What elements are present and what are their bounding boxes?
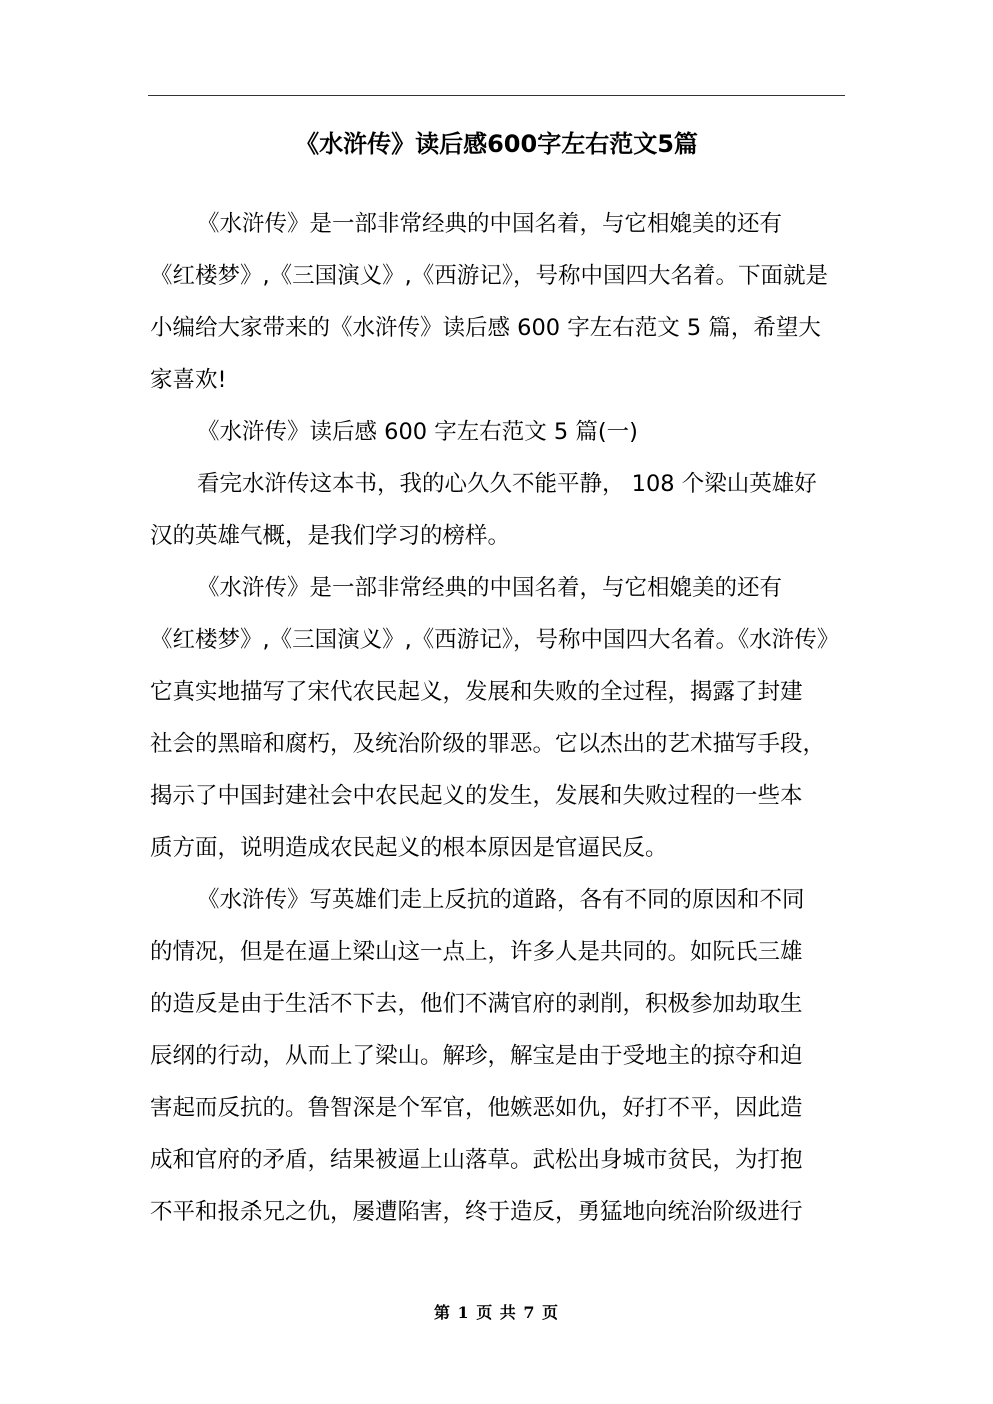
paragraph-line: 的情况，但是在逼上梁山这一点上，许多人是共同的。如阮氏三雄 (150, 939, 803, 965)
paragraph-line: 《红楼梦》,《三国演义》,《西游记》，号称中国四大名着。《水浒传》 (150, 627, 840, 653)
document-body (150, 198, 847, 1238)
paragraph-line: 的造反是由于生活不下去，他们不满官府的剥削，积极参加劫取生 (150, 991, 803, 1017)
paragraph-line: 不平和报杀兄之仇，屡遭陷害，终于造反，勇猛地向统治阶级进行 (150, 1199, 803, 1225)
paragraph-line: 辰纲的行动，从而上了梁山。解珍，解宝是由于受地主的掠夺和迫 (150, 1043, 803, 1069)
paragraph-line: 害起而反抗的。鲁智深是个军官，他嫉恶如仇，好打不平，因此造 (150, 1095, 803, 1121)
paragraph-line: 《水浒传》是一部非常经典的中国名着，与它相媲美的还有 (197, 211, 783, 237)
paragraph-line: 汉的英雄气概，是我们学习的榜样。 (150, 523, 511, 549)
paragraph-line: 质方面，说明造成农民起义的根本原因是官逼民反。 (150, 835, 668, 861)
paragraph-line: 《水浒传》写英雄们走上反抗的道路，各有不同的原因和不同 (197, 887, 805, 913)
paragraph-line: 成和官府的矛盾，结果被逼上山落草。武松出身城市贫民，为打抱 (150, 1147, 803, 1173)
paragraph-line: 《水浒传》是一部非常经典的中国名着，与它相媲美的还有 (197, 575, 783, 601)
header-rule (148, 95, 845, 96)
paragraph-line: 家喜欢! (150, 367, 227, 393)
page-number-footer: 第 1 页 共 7 页 (433, 1303, 560, 1322)
paragraph-line: 看完水浒传这本书，我的心久久不能平静， 108 个梁山英雄好 (197, 471, 817, 497)
paragraph-line: 揭示了中国封建社会中农民起义的发生，发展和失败过程的一些本 (150, 783, 803, 809)
section-heading: 《水浒传》读后感 600 字左右范文 5 篇(一) (197, 419, 638, 445)
document-title: 《水浒传》读后感600字左右范文5篇 (295, 130, 698, 158)
paragraph-line: 小编给大家带来的《水浒传》读后感 600 字左右范文 5 篇，希望大 (150, 315, 821, 341)
paragraph-line: 《红楼梦》,《三国演义》,《西游记》，号称中国四大名着。下面就是 (150, 263, 829, 289)
paragraph-line: 它真实地描写了宋代农民起义，发展和失败的全过程，揭露了封建 (150, 679, 803, 705)
paragraph-line: 社会的黑暗和腐朽，及统治阶级的罪恶。它以杰出的艺术描写手段， (150, 731, 826, 757)
